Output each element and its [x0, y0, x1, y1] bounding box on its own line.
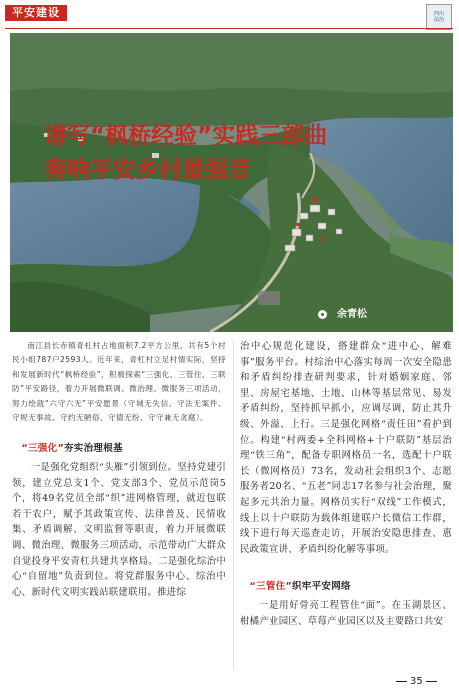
- header-rule: [5, 28, 453, 29]
- section-heading-1-rest: 夯实治理根基: [64, 443, 123, 455]
- author-name: 余青松: [337, 309, 367, 320]
- article-title: [36, 112, 358, 186]
- article-intro: 南江县长赤镇青杠村占地面积7.2平方公里，共有5个村民小组787户2593人。近年来，青杠村立足村情实际，坚持和发展新时代“枫桥经验”，积极探索“三强化、三管住、三联防”平安路径，着力开展微联调、微治理、微服务三项活动，努力绘就“六守六无”平安愿景（守城无失信、守法无案件、守规无事故、守约无陋俗、守德无纷、守守兼无贪腐）。: [12, 341, 226, 423]
- left-column: [12, 339, 226, 600]
- right-column-body: 治中心规范化建设，搭建群众“进中心、解难事”服务平台。村综治中心落实每周一次安全隐患和矛盾纠纷排查研判要求，针对婚姻家庭、邻里、房屋宅基地、土地、山林等基层常见、易发矛盾纠纷，坚持抓早抓小，应调尽调，防止其升级、外溢、上行。三是强化网格“责任田”看护到位。构建“村两委+全科网格+十户联防”基层治理“铁三角”，配备专职网格员一名，选配十户联长（微网格员）73名，发动社会组织3个、志愿服务者20名、“五老”同志17名参与社会治理，聚起多元共治力量。网格员实行“双线”工作模式，线上以十户联防为载体组建联户长微信工作群，线下进行每天巡查走访，开展治安隐患排查、惠民政策宣讲、矛盾纠纷化解等事项。: [240, 341, 452, 555]
- section-heading-2-keyword: “三管住”: [249, 581, 292, 593]
- section-heading-2: [240, 579, 452, 595]
- section-label: 平安建设: [5, 5, 67, 21]
- section-1-body: 一是强化党组织“头雁”引领到位。坚持党建引领，建立党总支1个、党支部3个、党员示范岗5个，将49名党员全部“织”进网格管理，就近包联若干农户，赋予其政策宣传、法律普及、民情收集、矛盾调解、文明监督等职责，着力开展微联调、微治理、微服务三项活动，示范带动广大群众自觉投身平安青杠共建共享格局。二是强化综治中心“自留地”负责到位。将党群服务中心、综治中心、新时代文明实践站联建联用。推进综: [12, 462, 226, 598]
- magazine-logo: [426, 4, 452, 30]
- title-line-1: 谱写“枫桥经验”实践三部曲: [44, 123, 328, 149]
- section-heading-1-keyword: “三强化”: [21, 443, 64, 455]
- section-2-body: 一是用好骨亮工程管住“面”。在玉湖景区、柑橘产业园区、草莓产业园区以及主要路口共安: [240, 599, 452, 627]
- title-line-2: 奏响平安乡村最强音: [44, 157, 251, 183]
- page-number: 35: [393, 676, 440, 687]
- column-divider: [233, 340, 234, 670]
- section-heading-2-rest: 织牢平安网络: [292, 581, 351, 593]
- right-column: [240, 339, 452, 629]
- logo-text: 四川 法治: [433, 11, 444, 23]
- author-credit: [318, 307, 367, 323]
- section-heading-1: [12, 441, 226, 457]
- author-marker-icon: [318, 310, 327, 319]
